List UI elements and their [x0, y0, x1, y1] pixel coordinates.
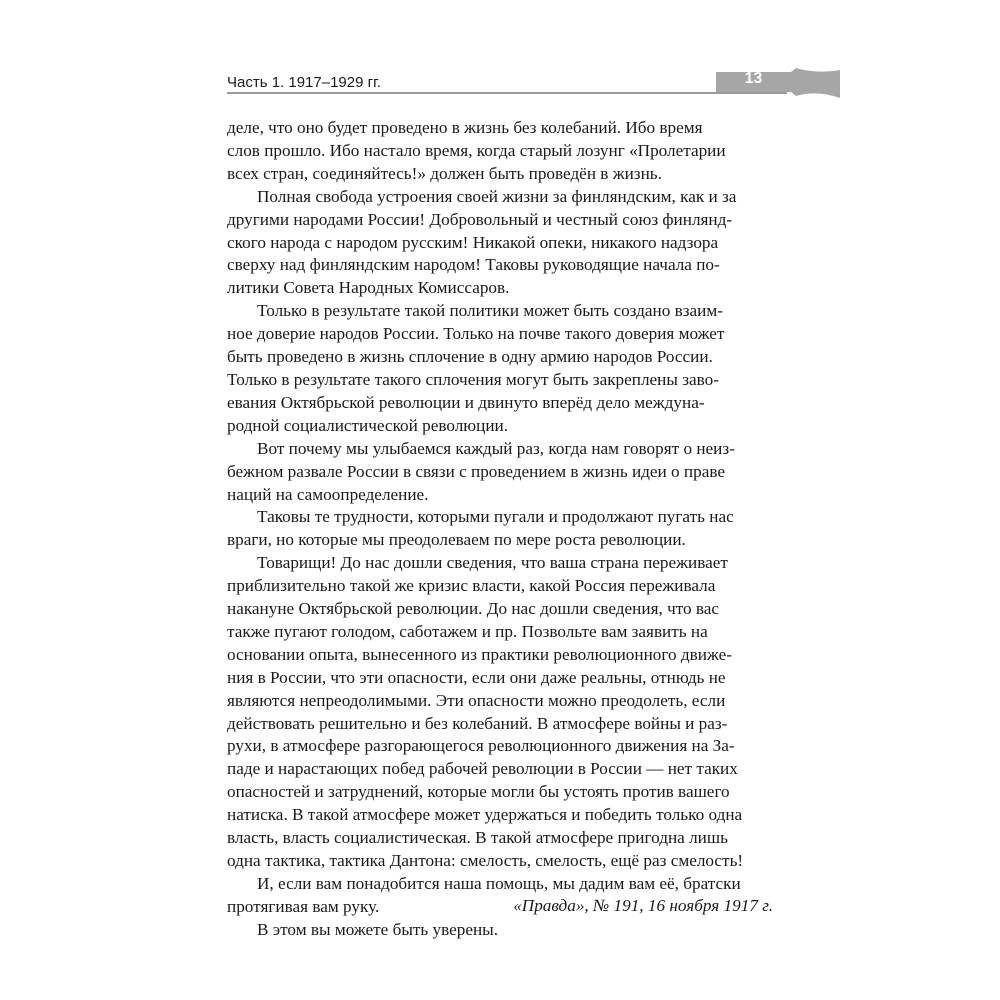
paragraph: В этом вы можете быть уверены.: [257, 919, 499, 939]
paragraph: Таковы те трудности, которыми пугали и продолжают пугать нас враги, но которые мы преодолеваем по мере роста революции.: [227, 507, 734, 550]
header-rule: [227, 92, 787, 94]
paragraph: Товарищи! До нас дошли сведения, что ваша страна переживает приблизительно такой же кризис власти, какой Россия переживала накануне Октябрьской революции. До нас дошли сведения, что вас также пугают голодом, саботажем и пр. Позвольте вам заявить на основании опыта, вынесенного из практики революционного движе- ния в России, что эти опасности, если они даже реальны, отнюдь не являются непреодолимыми. Эти опасности можно преодолеть, если действовать решительно и без колебаний. В атмосфере войны и раз- рухи, в атмосфере разгорающегося революционного движения на За- паде и нарастающих побед рабочей революции в России — нет таких опасностей и затруднений, которые могли бы устоять против вашего натиска. В такой атмосфере может удержаться и победить только одна власть, власть социалистическая. В такой атмосфере пригодна лишь одна тактика, тактика Дантона: смелость, смелость, ещё раз смелость!: [227, 553, 744, 870]
source-citation: «Правда», № 191, 16 ноября 1917 г.: [513, 896, 773, 915]
paragraph: Только в результате такой политики может быть создано взаим- ное доверие народов России. Только на почве такого доверия может быть проведено в жизнь сплочение в одну армию народов России. Только в результате такого сплочения могут быть закреплены заво- евания Октябрьской революции и двинуто вперёд дело междуна- родной социалистической революции.: [227, 301, 725, 435]
running-header: [227, 68, 840, 98]
page-number-tab: [716, 68, 840, 98]
paragraph: Полная свобода устроения своей жизни за финляндским, как и за другими народами России! Добровольный и честный союз финлянд- ского народа с народом русским! Никакой опеки, никакого надзора сверху над финляндским народом! Таковы руководящие начала по- литики Совета Народных Комиссаров.: [227, 186, 737, 298]
paragraph: деле, что оно будет проведено в жизнь без колебаний. Ибо время слов прошло. Ибо настало время, когда старый лозунг «Пролетарии всех стран, соединяйтесь!» должен быть проведён в жизнь.: [227, 118, 726, 183]
paragraph: И, если вам понадобится наша помощь, мы дадим вам её, братски протягивая вам руку.: [227, 873, 741, 916]
running-header-title: Часть 1. 1917–1929 гг.: [227, 74, 381, 91]
paragraph: Вот почему мы улыбаемся каждый раз, когда нам говорят о неиз- бежном развале России в связи с проведением в жизнь идеи о праве наций на самоопределение.: [227, 438, 735, 504]
article-body: [227, 117, 773, 942]
page-number: 13: [744, 70, 763, 87]
